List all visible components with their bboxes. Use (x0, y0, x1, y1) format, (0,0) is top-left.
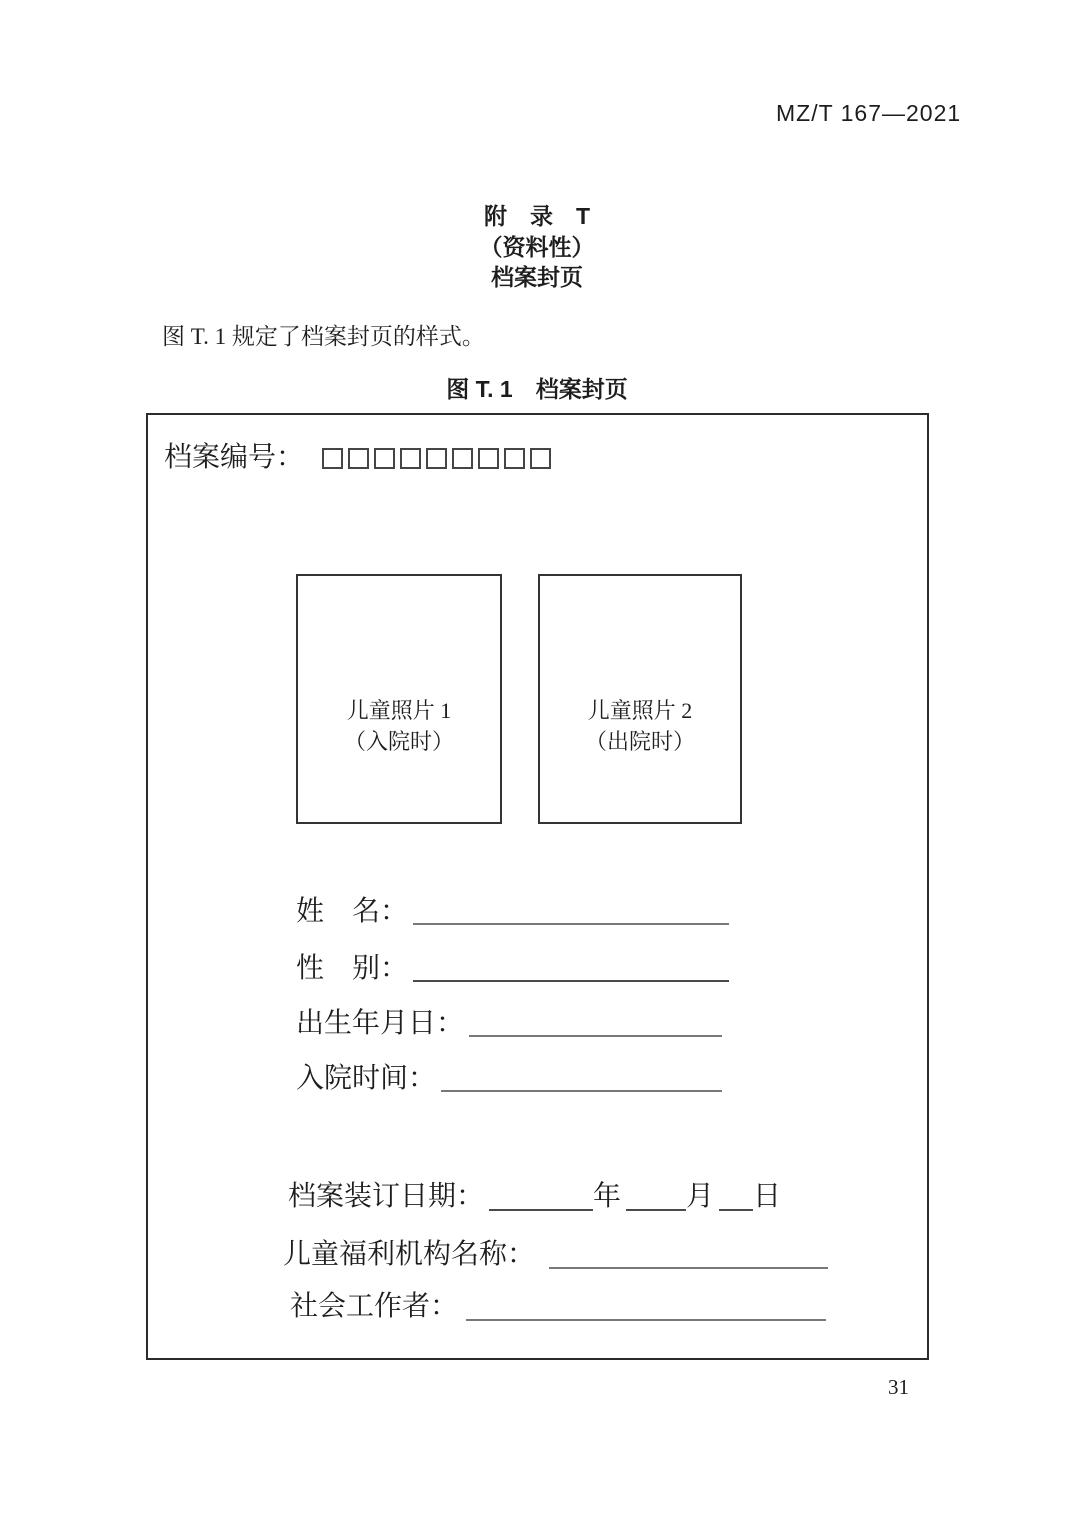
month-unit: 月 (686, 1181, 715, 1212)
standard-number: MZ/T 167—2021 (776, 100, 962, 126)
page-number: 31 (888, 1375, 909, 1399)
social-worker-blank-line (466, 1319, 826, 1321)
welfare-org-blank-line (549, 1267, 828, 1269)
birthdate-label: 出生年月日： (296, 1008, 465, 1039)
social-worker-row (290, 1289, 826, 1325)
admission-time-field-row (296, 1062, 722, 1096)
intro-paragraph: 图 T. 1 规定了档案封页的样式。 (162, 324, 485, 349)
name-field-row (296, 895, 729, 929)
gender-label: 性 别： (296, 953, 409, 984)
archive-no-box (348, 448, 369, 469)
social-worker-label: 社会工作者： (290, 1291, 459, 1322)
binding-month-blank-line (626, 1209, 686, 1211)
archive-no-box (504, 448, 525, 469)
binding-day-blank-line (719, 1209, 753, 1211)
binding-year-blank-line (489, 1209, 593, 1211)
name-label: 姓 名： (296, 896, 409, 927)
archive-no-box (374, 448, 395, 469)
welfare-org-label: 儿童福利机构名称： (283, 1239, 536, 1270)
archive-cover-form (146, 413, 929, 1360)
figure-caption: 图 T. 1 档案封页 (446, 376, 628, 402)
photo-2-title: 儿童照片 2 (587, 698, 693, 723)
archive-number-row (164, 441, 551, 475)
birthdate-field-row (296, 1007, 722, 1041)
archive-no-box (400, 448, 421, 469)
child-photo-placeholder-2 (538, 574, 742, 824)
welfare-org-row (283, 1237, 828, 1273)
archive-no-box (530, 448, 551, 469)
archive-no-box (426, 448, 447, 469)
archive-number-label: 档案编号： (164, 442, 305, 473)
child-photo-placeholder-1 (296, 574, 502, 824)
appendix-name: 档案封页 (491, 264, 583, 290)
binding-date-row (288, 1179, 781, 1215)
photo-1-subtitle: （入院时） (343, 729, 454, 754)
archive-no-box (478, 448, 499, 469)
gender-blank-line (413, 980, 729, 982)
name-blank-line (413, 923, 729, 925)
admission-time-label: 入院时间： (296, 1063, 437, 1094)
archive-number-boxes (322, 448, 551, 469)
day-unit: 日 (753, 1181, 782, 1212)
appendix-title: 附 录 T (483, 203, 591, 229)
year-unit: 年 (593, 1181, 622, 1212)
birthdate-blank-line (469, 1035, 722, 1037)
photo-2-subtitle: （出院时） (584, 729, 695, 754)
gender-field-row (296, 952, 729, 986)
photo-1-title: 儿童照片 1 (346, 698, 452, 723)
archive-no-box (322, 448, 343, 469)
binding-date-label: 档案装订日期： (288, 1181, 485, 1212)
admission-time-blank-line (441, 1090, 722, 1092)
archive-no-box (452, 448, 473, 469)
appendix-type: （资料性） (479, 234, 595, 260)
